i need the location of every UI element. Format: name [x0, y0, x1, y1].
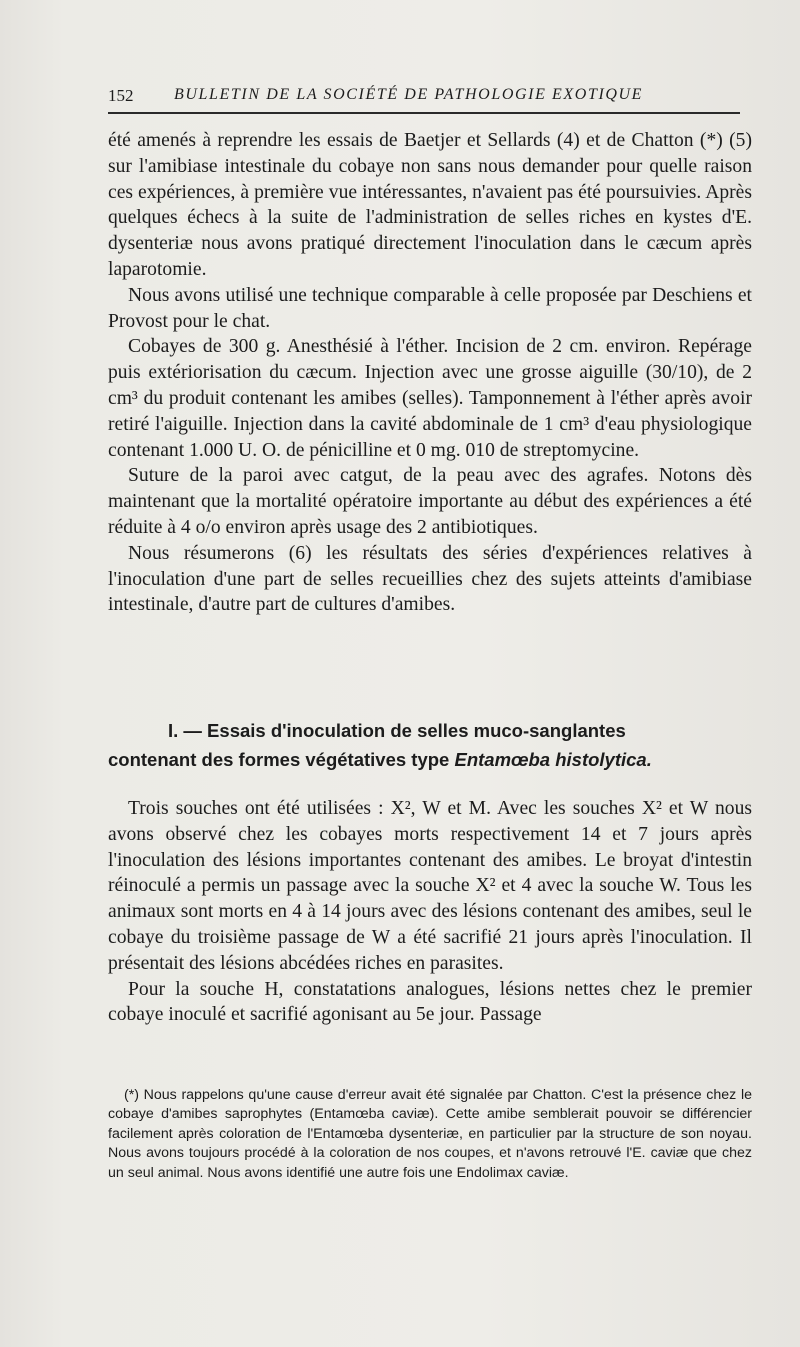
- footnote-text: (*) Nous rappelons qu'une cause d'erreur avait été signalée par Chatton. C'est la présence chez le cobaye d'amibes saprophytes (Entamœba caviæ). Cette amibe semblerait pouvoir se différencier facilement après coloration de l'Entamœba dysenteriæ, en particulier par la structure de son noyau. Nous avons toujours procédé à la coloration de nos coupes, et n'avons retrouvé l'E. caviæ que chez un seul animal. Nous avons identifié une autre fois une Endolimax caviæ.: [108, 1087, 752, 1181]
- paragraph: Suture de la paroi avec catgut, de la peau avec des agrafes. Notons dès maintenant que la mortalité opératoire importante au début des expériences a été réduite à 4 o/o environ après usage des 2 antibiotiques.: [108, 465, 752, 538]
- paragraph: Trois souches ont été utilisées : X², W et M. Avec les souches X² et W nous avons observé chez les cobayes morts respectivement 14 et 7 jours après l'inoculation des lésions importantes contenant des amibes. Le broyat d'intestin réinoculé a permis un passage avec la souche X² et 4 avec la souche W. Tous les animaux sont morts en 4 à 14 jours avec des lésions contenant des amibes, seul le cobaye du troisième passage de W a été sacrifié 21 jours après l'inoculation. Il présentait des lésions abcédées riches en parasites.: [108, 798, 752, 974]
- section-heading-species: Entamœba histolytica.: [454, 749, 652, 770]
- paragraph: Cobayes de 300 g. Anesthésié à l'éther. Incision de 2 cm. environ. Repérage puis extériorisation du cæcum. Injection avec une grosse aiguille (30/10), de 2 cm³ du produit contenant les amibes (selles). Tamponnement à l'éther après avoir retiré l'aiguille. Injection dans la cavité abdominale de 1 cm³ d'eau physiologique contenant 1.000 U. O. de pénicilline et 0 mg. 010 de streptomycine.: [108, 336, 752, 461]
- paragraph: Nous avons utilisé une technique comparable à celle proposée par Deschiens et Provost pour le chat.: [108, 284, 752, 332]
- footnote: [108, 1086, 752, 1183]
- page-header: [108, 84, 748, 110]
- section-heading-line2-text: contenant des formes végétatives type: [108, 749, 455, 770]
- page-number: 152: [108, 86, 134, 105]
- body-text-part1: [108, 128, 752, 618]
- paragraph: Nous résumerons (6) les résultats des séries d'expériences relatives à l'inoculation d'une part de selles recueillies chez des sujets atteints d'amibiase intestinale, d'autre part de cultures d'amibes.: [108, 542, 752, 616]
- section-heading: [108, 716, 752, 774]
- header-rule: [108, 112, 740, 114]
- running-title: BULLETIN DE LA SOCIÉTÉ DE PATHOLOGIE EXOTIQUE: [174, 86, 644, 103]
- paragraph: été amenés à reprendre les essais de Baetjer et Sellards (4) et de Chatton (*) (5) sur l'amibiase intestinale du cobaye non sans nous demander pour quelle raison ces expériences, à première vue intéressantes, n'avaient pas été poursuivies. Après quelques échecs à la suite de l'administration de selles riches en kystes d'E. dysenteriæ nous avons pratiqué directement l'inoculation dans le cæcum après laparotomie.: [108, 130, 752, 280]
- section-heading-line2: [108, 749, 652, 770]
- paragraph: Pour la souche H, constatations analogues, lésions nettes chez le premier cobaye inoculé et sacrifié agonisant au 5e jour. Passage: [108, 978, 752, 1026]
- section-heading-line1: I. — Essais d'inoculation de selles muco-sanglantes: [168, 720, 626, 741]
- body-text-part2: [108, 796, 752, 1028]
